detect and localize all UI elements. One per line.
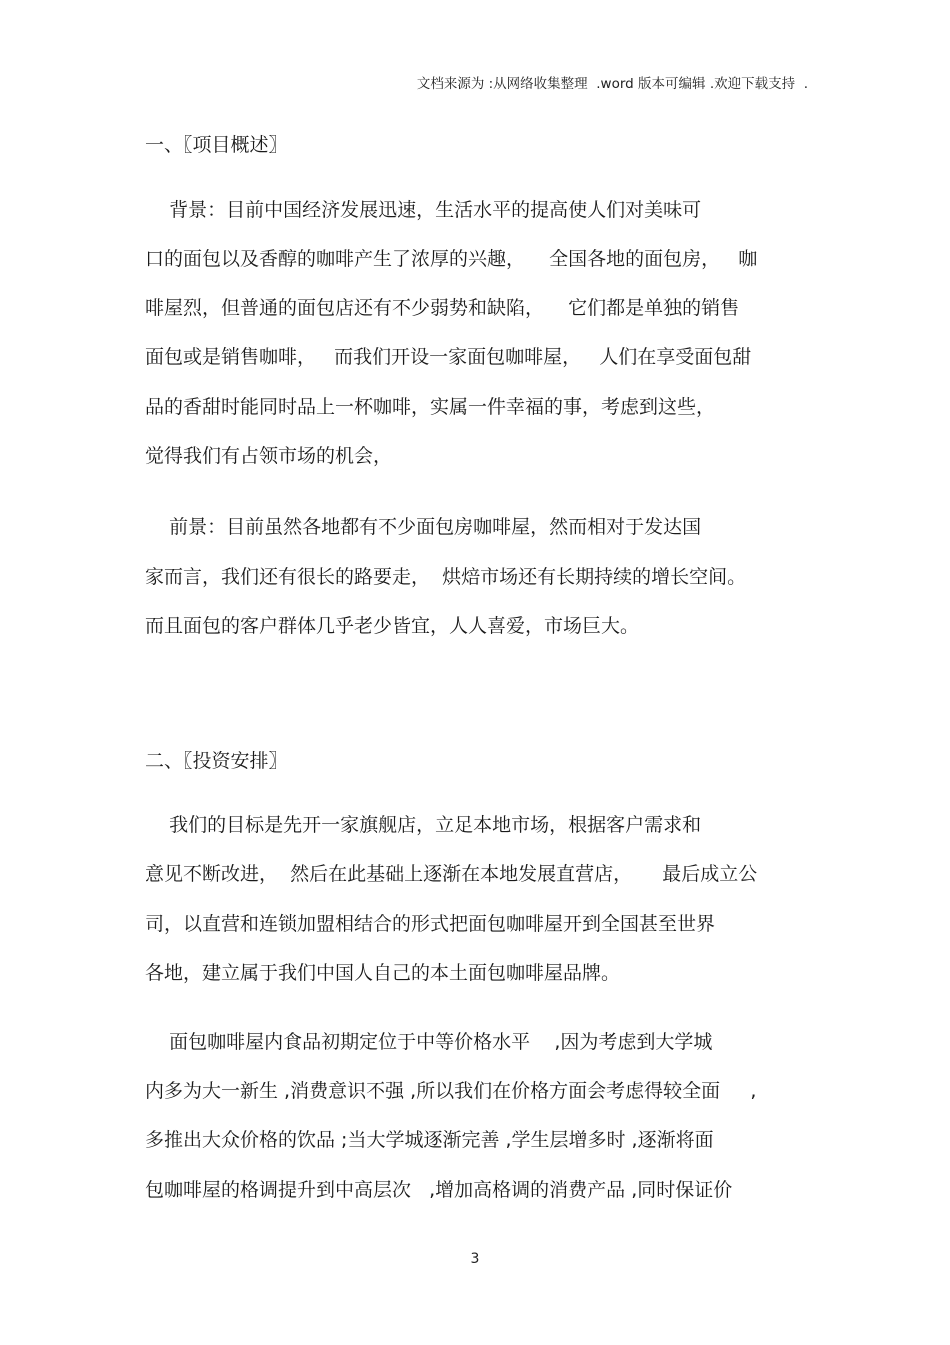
section-heading: 二、〖投资安排〗 <box>145 750 288 772</box>
paragraph-line: 各地，建立属于我们中国人自己的本土面包咖啡屋品牌。 <box>145 962 621 984</box>
paragraph-line: 面包咖啡屋内食品初期定位于中等价格水平 ,因为考虑到大学城 <box>145 1031 713 1053</box>
paragraph-line: 口的面包以及香醇的咖啡产生了浓厚的兴趣， 全国各地的面包房， 咖 <box>145 248 758 270</box>
paragraph-line: 前景：目前虽然各地都有不少面包房咖啡屋，然而相对于发达国 <box>145 516 702 538</box>
paragraph-line: 意见不断改进， 然后在此基础上逐渐在本地发展直营店， 最后成立公 <box>145 863 758 885</box>
paragraph-line: 面包或是销售咖啡， 而我们开设一家面包咖啡屋， 人们在享受面包甜 <box>145 346 752 368</box>
paragraph-line: 内多为大一新生 ,消费意识不强 ,所以我们在价格方面会考虑得较全面 , <box>145 1080 757 1102</box>
paragraph-line: 啡屋烈，但普通的面包店还有不少弱势和缺陷， 它们都是单独的销售 <box>145 297 740 319</box>
paragraph-line: 背景：目前中国经济发展迅速，生活水平的提高使人们对美味可 <box>145 199 702 221</box>
section-heading: 一、〖项目概述〗 <box>145 134 288 156</box>
paragraph-line: 我们的目标是先开一家旗舰店，立足本地市场，根据客户需求和 <box>145 814 702 836</box>
source-note-header: 文档来源为 :从网络收集整理 .word 版本可编辑 .欢迎下载支持 . <box>416 76 808 92</box>
paragraph-line: 品的香甜时能同时品上一杯咖啡，实属一件幸福的事，考虑到这些， <box>145 396 716 418</box>
paragraph-line: 司，以直营和连锁加盟相结合的形式把面包咖啡屋开到全国甚至世界 <box>145 913 716 935</box>
page-number: 3 <box>470 1251 480 1267</box>
paragraph-line: 家而言，我们还有很长的路要走， 烘焙市场还有长期持续的增长空间。 <box>145 566 747 588</box>
paragraph-line: 而且面包的客户群体几乎老少皆宜，人人喜爱，市场巨大。 <box>145 615 640 637</box>
paragraph-line: 多推出大众价格的饮品 ;当大学城逐渐完善 ,学生层增多时 ,逐渐将面 <box>145 1129 714 1151</box>
paragraph-line: 觉得我们有占领市场的机会， <box>145 445 393 467</box>
paragraph-line: 包咖啡屋的格调提升到中高层次 ,增加高格调的消费产品 ,同时保证价 <box>145 1179 733 1201</box>
